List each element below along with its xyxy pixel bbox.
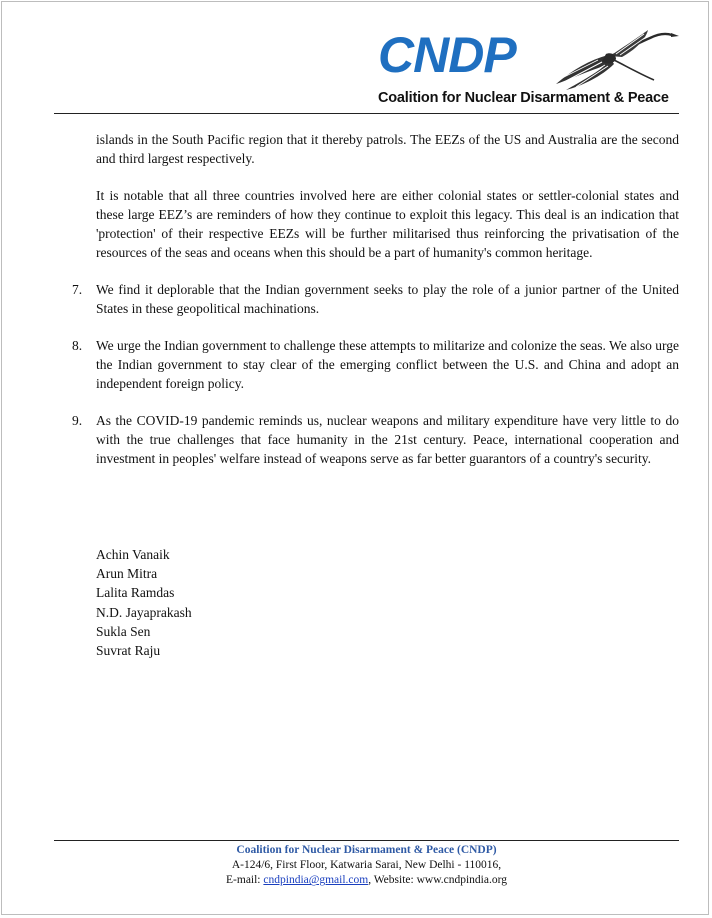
numbered-item-7 — [72, 280, 679, 318]
footer — [54, 843, 679, 889]
footer-divider — [54, 840, 679, 841]
email-label: E-mail: — [226, 874, 261, 887]
signatory-name: Arun Mitra — [96, 566, 158, 582]
signatory-name: Suvrat Raju — [96, 643, 161, 659]
cndp-logo: CNDP — [378, 27, 516, 83]
footer-org-title: Coalition for Nuclear Disarmament & Peace (CNDP) — [236, 844, 497, 856]
body-paragraph: It is notable that all three countries involved here are either colonial states or settler-colonial states and these large EEZ’s are reminders of how they continue to exploit this legacy. This deal is an indication that 'protection' of their respective EEZs will be further militarised thus reinforcing the privatisation of the resources of the seas and oceans when this should be a part of humanity's common heritage. — [96, 188, 679, 260]
organization-name: Coalition for Nuclear Disarmament & Peace — [378, 90, 669, 106]
item-number: 8. — [72, 338, 83, 353]
body-paragraph: islands in the South Pacific region that it thereby patrols. The EEZs of the US and Australia are the second and third largest respectively. — [96, 132, 679, 166]
signatory-name: Sukla Sen — [96, 623, 151, 639]
website-label: Website: — [373, 874, 414, 887]
footer-contact: E-mail: cndpindia@gmail.com, Website: www.cndpindia.org — [226, 874, 507, 887]
header-divider — [54, 113, 679, 114]
numbered-item-8 — [72, 336, 679, 393]
numbered-item-9 — [72, 411, 679, 468]
item-number: 7. — [72, 282, 83, 297]
signatory-name: N.D. Jayaprakash — [96, 604, 192, 620]
website-link[interactable]: www.cndpindia.org — [416, 874, 507, 887]
item-text: We urge the Indian government to challenge these attempts to militarize and colonize the seas. We also urge the Indian government to stay clear of the emerging conflict between the U.S. and China and adopt an independent foreign policy. — [96, 338, 679, 391]
letter-body — [72, 130, 679, 486]
crane-bird-icon — [550, 24, 680, 92]
email-link[interactable]: cndpindia@gmail.com — [263, 874, 369, 887]
signatory-name: Achin Vanaik — [96, 547, 170, 562]
item-text: As the COVID-19 pandemic reminds us, nuclear weapons and military expenditure have very little to do with the true challenges that face humanity in the 21st century. Peace, international cooperation and investment in peoples' welfare instead of weapons serve as far better guarantors of a country's security. — [96, 413, 679, 466]
item-number: 9. — [72, 413, 83, 428]
footer-address: A-124/6, First Floor, Katwaria Sarai, New Delhi - 110016, — [231, 859, 502, 872]
item-text: We find it deplorable that the Indian government seeks to play the role of a junior partner of the United States in these geopolitical machinations. — [96, 282, 679, 316]
signatory-name: Lalita Ramdas — [96, 585, 175, 601]
letterhead — [0, 0, 712, 115]
signatories-list — [96, 545, 192, 660]
